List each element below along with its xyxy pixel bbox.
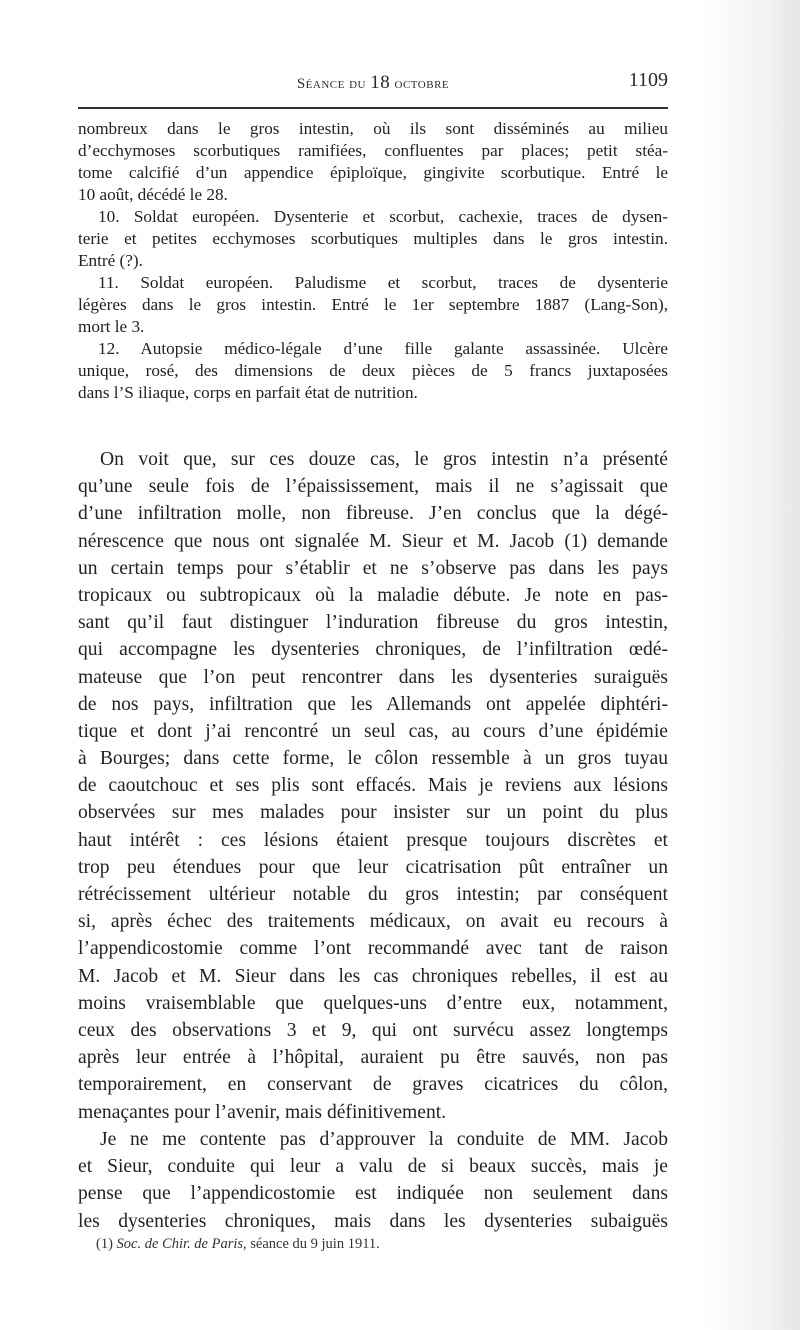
case-12 <box>78 338 668 404</box>
text-line: unique, rosé, des dimensions de deux pièces de 5 francs juxtaposées <box>78 361 668 380</box>
text-line: rétrécissement ultérieur notable du gros intestin; par conséquent <box>78 884 668 905</box>
running-title <box>178 72 568 94</box>
text-line: qui accompagne les dysenteries chroniques, de l’infiltration œdé- <box>78 639 668 661</box>
text-line: si, après échec des traitements médicaux, on avait eu recours à <box>78 911 668 933</box>
text-line: 12. Autopsie médico-légale d’une fille galante assassinée. Ulcère <box>98 339 668 358</box>
text-line: un certain temps pour s’établir et ne s’observe pas dans les pays <box>78 557 668 579</box>
text-line: moins vraisemblable que quelques-uns d’entre eux, notamment, <box>78 992 668 1014</box>
text-line: haut intérêt : ces lésions étaient presque toujours discrètes et <box>78 829 668 851</box>
text-line: dans l’S iliaque, corps en parfait état de nutrition. <box>78 383 418 402</box>
text-line: 10. Soldat européen. Dysenterie et scorbut, cachexie, traces de dysen- <box>98 207 668 226</box>
text-line: nérescence que nous ont signalée M. Sieur et M. Jacob (1) demande <box>78 530 668 552</box>
header-rule <box>78 107 668 109</box>
running-title-prefix: Séance du <box>296 76 371 92</box>
text-line: de caoutchouc et ses plis sont effacés. Mais je reviens aux lésions <box>78 775 668 797</box>
text-line: 11. Soldat européen. Paludisme et scorbut, traces de dysenterie <box>98 273 668 292</box>
text-line: tique et dont j’ai rencontré un seul cas, au cours d’une épidémie <box>78 720 668 742</box>
text-line: tome calcifié d’un appendice épiploïque, gingivite scorbutique. Entré le <box>78 163 668 182</box>
text-line: à Bourges; dans cette forme, le côlon ressemble à un gros tuyau <box>78 748 668 770</box>
text-line: d’ecchymoses scorbutiques ramifiées, confluentes par places; petit stéa- <box>78 141 668 160</box>
text-line: trop peu étendues pour que leur cicatrisation pût entraîner un <box>78 856 668 878</box>
body-paragraph-1 <box>78 446 668 1126</box>
page-number: 1109 <box>628 69 668 91</box>
running-head <box>78 69 668 96</box>
text-line: pense que l’appendicostomie est indiquée non seulement dans <box>78 1183 668 1205</box>
text-line: terie et petites ecchymoses scorbutiques multiples dans le gros intestin. <box>78 229 668 248</box>
text-line: ceux des observations 3 et 9, qui ont survécu assez longtemps <box>78 1019 668 1041</box>
text-line: sant qu’il faut distinguer l’induration fibreuse du gros intestin, <box>78 612 668 634</box>
text-line: Je ne me contente pas d’approuver la conduite de MM. Jacob <box>100 1129 668 1150</box>
footnote-source: Soc. de Chir. de Paris <box>116 1236 244 1252</box>
text-line: les dysenteries chroniques, mais dans les dysenteries subaiguës <box>78 1210 668 1232</box>
text-line: tropicaux ou subtropicaux où la maladie débute. Je note en pas- <box>78 584 668 606</box>
footnote-text: , séance du 9 juin 1911. <box>243 1236 380 1252</box>
case-9-continuation <box>78 118 668 206</box>
text-line: M. Jacob et M. Sieur dans les cas chroniques rebelles, il est au <box>78 965 668 987</box>
text-line: temporairement, en conservant de graves cicatrices du côlon, <box>78 1074 668 1096</box>
text-line: On voit que, sur ces douze cas, le gros intestin n’a présenté <box>100 449 668 470</box>
text-line: nombreux dans le gros intestin, où ils sont disséminés au milieu <box>78 119 668 138</box>
text-line: et Sieur, conduite qui leur a valu de si beaux succès, mais je <box>78 1156 668 1178</box>
body-paragraph-2 <box>78 1126 668 1235</box>
text-line: mateuse que l’on peut rencontrer dans les dysenteries suraiguës <box>78 666 668 688</box>
text-line: de nos pays, infiltration que les Allemands ont appelée diphtéri- <box>78 693 668 715</box>
running-title-suffix: octobre <box>390 76 450 92</box>
text-line: après leur entrée à l’hôpital, auraient pu être sauvés, non pas <box>78 1047 668 1069</box>
text-line: 10 août, décédé le 28. <box>78 185 228 204</box>
footnote-marker: (1) <box>96 1236 117 1252</box>
running-title-day: 18 <box>370 72 391 93</box>
text-line: d’une infiltration molle, non fibreuse. J’en conclus que la dégé- <box>78 503 668 525</box>
case-11 <box>78 272 668 338</box>
text-line: légères dans le gros intestin. Entré le 1er septembre 1887 (Lang-Son), <box>78 295 668 314</box>
case-10 <box>78 206 668 272</box>
text-line: Entré (?). <box>78 251 143 270</box>
footnote <box>96 1236 380 1253</box>
text-line: observées sur mes malades pour insister sur un point du plus <box>78 802 668 824</box>
text-line: menaçantes pour l’avenir, mais définitivement. <box>78 1101 447 1123</box>
text-line: qu’une seule fois de l’épaississement, mais il ne s’agissait que <box>78 476 668 498</box>
text-line: l’appendicostomie comme l’ont recommandé avec tant de raison <box>78 938 668 960</box>
text-line: mort le 3. <box>78 317 145 336</box>
case-list <box>78 118 668 404</box>
